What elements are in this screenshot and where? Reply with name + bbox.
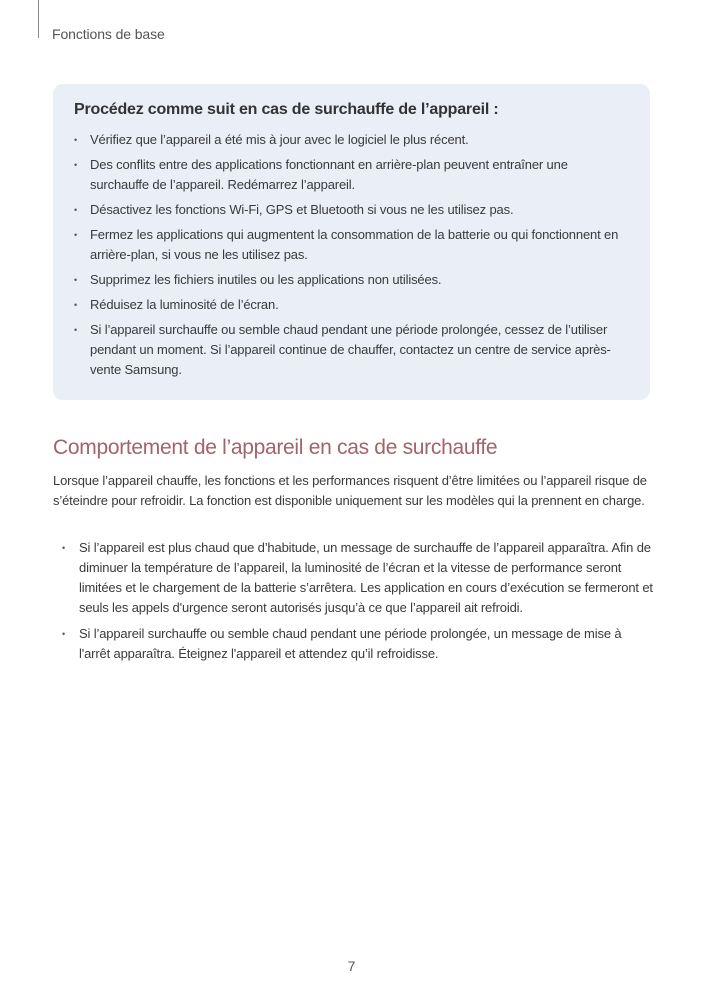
list-item: • Si l’appareil surchauffe ou semble chaud pendant une période prolongée, un message de mise à l'arrêt apparaîtra. Éteignez l'appareil et attendez qu’il refroidisse. (62, 624, 654, 664)
header-divider (38, 0, 39, 38)
section-title: Fonctions de base (52, 26, 165, 42)
behavior-list (62, 538, 654, 670)
list-item: • Fermez les applications qui augmentent la consommation de la batterie ou qui fonctionnent en arrière-plan, si vous ne les utilisez pas. (74, 225, 626, 265)
overheating-notice-box (53, 84, 650, 400)
list-item: • Supprimez les fichiers inutiles ou les applications non utilisées. (74, 270, 626, 290)
list-item: • Vérifiez que l’appareil a été mis à jour avec le logiciel le plus récent. (74, 130, 626, 150)
list-item: • Si l’appareil surchauffe ou semble chaud pendant une période prolongée, cessez de l’utiliser pendant un moment. Si l’appareil continue de chauffer, contactez un centre de service après-vente Samsung. (74, 320, 626, 380)
list-item: • Des conflits entre des applications fonctionnant en arrière-plan peuvent entraîner une surchauffe de l’appareil. Redémarrez l’appareil. (74, 155, 626, 195)
page-number: 7 (347, 958, 356, 974)
intro-paragraph: Lorsque l’appareil chauffe, les fonctions et les performances risquent d’être limitées ou l’appareil risque de s’éteindre pour refroidir. La fonction est disponible uniquement sur les modèles qui la prennent en charge. (53, 473, 647, 508)
list-item: • Désactivez les fonctions Wi-Fi, GPS et Bluetooth si vous ne les utilisez pas. (74, 200, 626, 220)
notice-title: Procédez comme suit en cas de surchauffe de l’appareil : (74, 101, 499, 118)
section-heading: Comportement de l’appareil en cas de surchauffe (53, 436, 498, 459)
notice-list (74, 130, 626, 380)
list-item: • Réduisez la luminosité de l’écran. (74, 295, 626, 315)
list-item: • Si l’appareil est plus chaud que d’habitude, un message de surchauffe de l’appareil apparaîtra. Afin de diminuer la température de l’appareil, la luminosité de l’écran et la vitesse de performance seront limitées et le chargement de la batterie s’arrêtera. Les application en cours d’exécution se fermeront et seuls les appels d'urgence seront autorisés jusqu’à ce que l’appareil ait refroidi. (62, 538, 654, 618)
